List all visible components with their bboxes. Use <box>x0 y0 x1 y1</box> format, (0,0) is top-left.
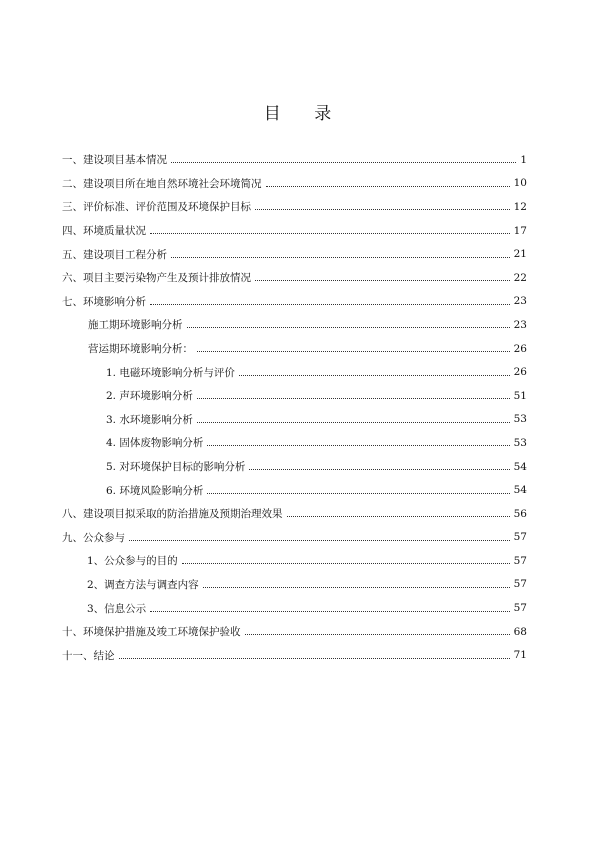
toc-dot-leader <box>171 257 510 258</box>
toc-entry-page-number: 54 <box>513 484 527 497</box>
toc-entry[interactable] <box>62 549 527 573</box>
toc-entry[interactable] <box>62 408 527 432</box>
toc-dot-leader <box>266 186 510 187</box>
toc-entry-page-number: 23 <box>513 295 527 308</box>
toc-dot-leader <box>287 516 510 517</box>
toc-entry-label: 九、公众参与 <box>62 531 125 544</box>
toc-entry[interactable] <box>62 195 527 219</box>
toc-entry[interactable] <box>62 573 527 597</box>
toc-entry-page-number: 10 <box>513 177 527 190</box>
toc-entry-label: 1. 电磁环境影响分析与评价 <box>106 366 235 379</box>
toc-entry-page-number: 22 <box>513 271 527 284</box>
toc-entry-page-number: 23 <box>513 318 527 331</box>
toc-entry[interactable] <box>62 502 527 526</box>
toc-entry-page-number: 17 <box>513 224 527 237</box>
toc-entry[interactable] <box>62 360 527 384</box>
toc-dot-leader <box>197 398 510 399</box>
toc-dot-leader <box>197 351 510 352</box>
toc-entry-page-number: 56 <box>513 507 527 520</box>
toc-dot-leader <box>182 563 510 564</box>
toc-entry[interactable] <box>62 266 527 290</box>
toc-entry-label: 3. 水环境影响分析 <box>106 413 193 426</box>
toc-entry-label: 五、建设项目工程分析 <box>62 248 167 261</box>
toc-entry[interactable] <box>62 643 527 667</box>
toc-entry-label: 3、信息公示 <box>87 602 147 615</box>
toc-entry-page-number: 51 <box>513 389 527 402</box>
toc-dot-leader <box>255 280 510 281</box>
toc-dot-leader <box>207 493 509 494</box>
page-title: 目 录 <box>263 104 346 124</box>
table-of-contents <box>62 148 527 667</box>
toc-dot-leader <box>203 587 510 588</box>
toc-dot-leader <box>150 233 510 234</box>
toc-entry-page-number: 57 <box>513 531 527 544</box>
toc-entry-page-number: 53 <box>513 413 527 426</box>
toc-entry[interactable] <box>62 148 527 172</box>
toc-entry[interactable] <box>62 219 527 243</box>
toc-entry-page-number: 68 <box>513 625 527 638</box>
toc-entry[interactable] <box>62 290 527 314</box>
toc-entry-label: 三、评价标准、评价范围及环境保护目标 <box>62 201 251 214</box>
toc-dot-leader <box>150 304 510 305</box>
toc-entry[interactable] <box>62 384 527 408</box>
toc-entry-label: 5. 对环境保护目标的影响分析 <box>106 461 246 474</box>
toc-entry-page-number: 26 <box>513 366 527 379</box>
toc-dot-leader <box>249 469 509 470</box>
toc-entry[interactable] <box>62 313 527 337</box>
toc-entry-label: 2. 声环境影响分析 <box>106 390 193 403</box>
toc-dot-leader <box>187 327 510 328</box>
toc-entry-page-number: 21 <box>513 248 527 261</box>
toc-entry-label: 七、环境影响分析 <box>62 295 146 308</box>
toc-entry-page-number: 57 <box>513 578 527 591</box>
toc-entry[interactable] <box>62 431 527 455</box>
toc-dot-leader <box>197 422 510 423</box>
toc-dot-leader <box>255 209 510 210</box>
toc-entry-page-number: 53 <box>513 436 527 449</box>
toc-entry-label: 施工期环境影响分析 <box>88 319 183 332</box>
toc-entry[interactable] <box>62 242 527 266</box>
toc-dot-leader <box>239 375 510 376</box>
toc-entry[interactable] <box>62 337 527 361</box>
toc-entry-page-number: 26 <box>513 342 527 355</box>
toc-entry-page-number: 57 <box>513 554 527 567</box>
toc-entry-label: 1、公众参与的目的 <box>87 555 178 568</box>
toc-entry-label: 6. 环境风险影响分析 <box>106 484 204 497</box>
toc-entry-label: 十、环境保护措施及竣工环境保护验收 <box>62 626 241 639</box>
toc-dot-leader <box>207 445 509 446</box>
toc-entry-label: 六、项目主要污染物产生及预计排放情况 <box>62 272 251 285</box>
toc-entry-page-number: 54 <box>513 460 527 473</box>
toc-entry-label: 一、建设项目基本情况 <box>62 154 167 167</box>
toc-dot-leader <box>171 162 516 163</box>
toc-entry-page-number: 57 <box>513 602 527 615</box>
toc-entry-label: 二、建设项目所在地自然环境社会环境简况 <box>62 177 262 190</box>
toc-entry-page-number: 1 <box>520 153 527 166</box>
toc-entry[interactable] <box>62 455 527 479</box>
toc-entry-label: 十一、结论 <box>62 649 115 662</box>
toc-entry-label: 营运期环境影响分析： <box>88 343 193 356</box>
toc-dot-leader <box>129 540 510 541</box>
toc-entry[interactable] <box>62 526 527 550</box>
toc-entry[interactable] <box>62 478 527 502</box>
toc-entry[interactable] <box>62 172 527 196</box>
toc-entry[interactable] <box>62 620 527 644</box>
toc-entry[interactable] <box>62 596 527 620</box>
toc-dot-leader <box>245 634 510 635</box>
toc-entry-label: 四、环境质量状况 <box>62 225 146 238</box>
toc-dot-leader <box>119 658 510 659</box>
toc-entry-label: 八、建设项目拟采取的防治措施及预期治理效果 <box>62 508 283 521</box>
toc-entry-page-number: 12 <box>513 200 527 213</box>
toc-entry-page-number: 71 <box>513 649 527 662</box>
toc-entry-label: 2、调查方法与调查内容 <box>87 578 199 591</box>
toc-entry-label: 4. 固体废物影响分析 <box>106 437 204 450</box>
toc-dot-leader <box>150 611 509 612</box>
